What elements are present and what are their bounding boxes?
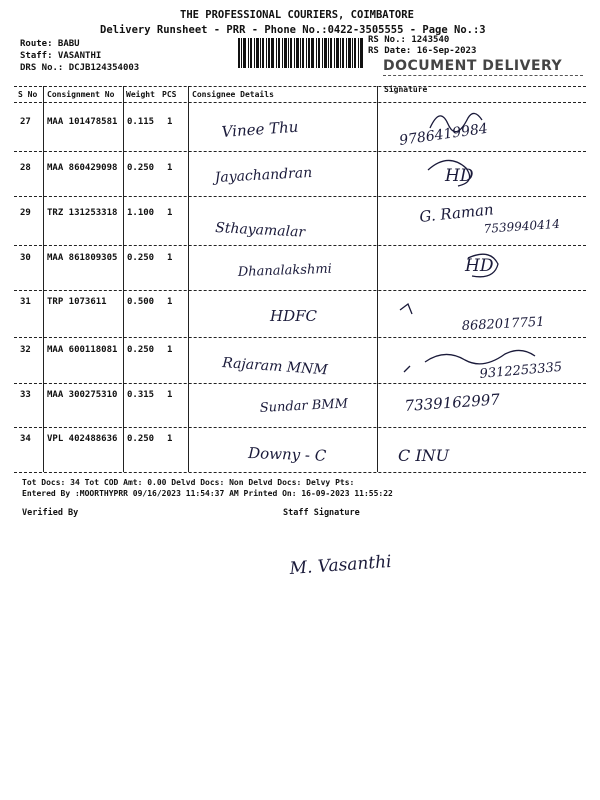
handwritten-signature: 9786419984 — [398, 120, 489, 149]
handwritten-consignee: Vinee Thu — [221, 117, 299, 141]
route-label: Route: BABU — [20, 39, 80, 49]
row-weight: 0.250 — [127, 163, 155, 173]
row-pcs: 1 — [167, 434, 173, 444]
row-pcs: 1 — [167, 297, 173, 307]
row-weight: 0.250 — [127, 345, 155, 355]
row-consignment-no: MAA 600118081 — [47, 345, 118, 355]
row-weight: 0.315 — [127, 390, 155, 400]
row-sno: 30 — [20, 253, 31, 263]
col-header-weight: Weight — [126, 90, 155, 99]
row-pcs: 1 — [167, 345, 173, 355]
row-sno: 32 — [20, 345, 31, 355]
row-consignment-no: MAA 861809305 — [47, 253, 118, 263]
document-delivery-stamp: DOCUMENT DELIVERY — [383, 58, 563, 74]
handwritten-signature: C INU — [398, 446, 450, 465]
handwritten-consignee: HDFC — [270, 307, 317, 325]
handwritten-signature: 8682017751 — [461, 314, 545, 334]
row-sno: 31 — [20, 297, 31, 307]
row-pcs: 1 — [167, 117, 173, 127]
rs-date: RS Date: 16-Sep-2023 — [368, 46, 477, 56]
handwritten-consignee: Downy - C — [247, 444, 327, 465]
handwritten-signature: HD — [465, 256, 494, 276]
row-pcs: 1 — [167, 163, 173, 173]
handwritten-signature: G. Raman — [418, 200, 495, 226]
col-header-consignee: Consignee Details — [192, 90, 274, 99]
rs-number: RS No.: 1243540 — [368, 35, 450, 45]
handwritten-signature: 7339162997 — [404, 390, 501, 415]
row-weight: 1.100 — [127, 208, 155, 218]
row-consignment-no: MAA 860429098 — [47, 163, 118, 173]
col-header-signature: Signature — [384, 85, 428, 94]
drs-number: DRS No.: DCJB124354003 — [20, 63, 140, 73]
handwritten-signature: HD — [445, 166, 474, 186]
verified-by-label: Verified By — [22, 508, 79, 518]
row-sno: 34 — [20, 434, 31, 444]
row-sno: 28 — [20, 163, 31, 173]
entered-by-line: Entered By :MOORTHYPRR 09/16/2023 11:54:37 AM Printed On: 16-09-2023 11:55:22 — [22, 489, 393, 498]
handwritten-consignee: Sundar BMM — [259, 396, 349, 416]
runsheet-title: Delivery Runsheet - PRR - Phone No.:0422-3505555 - Page No.:3 — [100, 24, 486, 36]
row-consignment-no: TRZ 131253318 — [47, 208, 118, 218]
row-sno: 29 — [20, 208, 31, 218]
row-sno: 27 — [20, 117, 31, 127]
handwritten-consignee: Dhanalakshmi — [237, 261, 333, 280]
row-consignment-no: MAA 101478581 — [47, 117, 118, 127]
row-weight: 0.250 — [127, 253, 155, 263]
handwritten-consignee: Sthayamalar — [214, 220, 306, 241]
row-pcs: 1 — [167, 253, 173, 263]
row-consignment-no: TRP 1073611 — [47, 297, 107, 307]
row-pcs: 1 — [167, 390, 173, 400]
staff-label: Staff: VASANTHI — [20, 51, 102, 61]
company-title: THE PROFESSIONAL COURIERS, COIMBATORE — [180, 9, 414, 21]
col-header-pcs: PCS — [162, 90, 177, 99]
row-weight: 0.250 — [127, 434, 155, 444]
row-weight: 0.115 — [127, 117, 155, 127]
col-header-sno: S No — [18, 90, 38, 99]
staff-signature-handwriting: M. Vasanthi — [288, 551, 393, 579]
totals-line: Tot Docs: 34 Tot COD Amt: 0.00 Delvd Docs: Non Delvd Docs: Delvy Pts: — [22, 478, 355, 487]
staff-signature-label: Staff Signature — [283, 508, 360, 518]
row-sno: 33 — [20, 390, 31, 400]
row-pcs: 1 — [167, 208, 173, 218]
handwritten-consignee: Jayachandran — [214, 164, 313, 186]
row-consignment-no: VPL 402488636 — [47, 434, 118, 444]
col-header-consignment: Consignment No — [47, 90, 115, 99]
handwritten-consignee: Rajaram MNM — [221, 355, 329, 379]
handwritten-signature: 9312253335 — [479, 359, 563, 382]
handwritten-signature: 7539940414 — [483, 216, 561, 236]
row-consignment-no: MAA 300275310 — [47, 390, 118, 400]
row-weight: 0.500 — [127, 297, 155, 307]
